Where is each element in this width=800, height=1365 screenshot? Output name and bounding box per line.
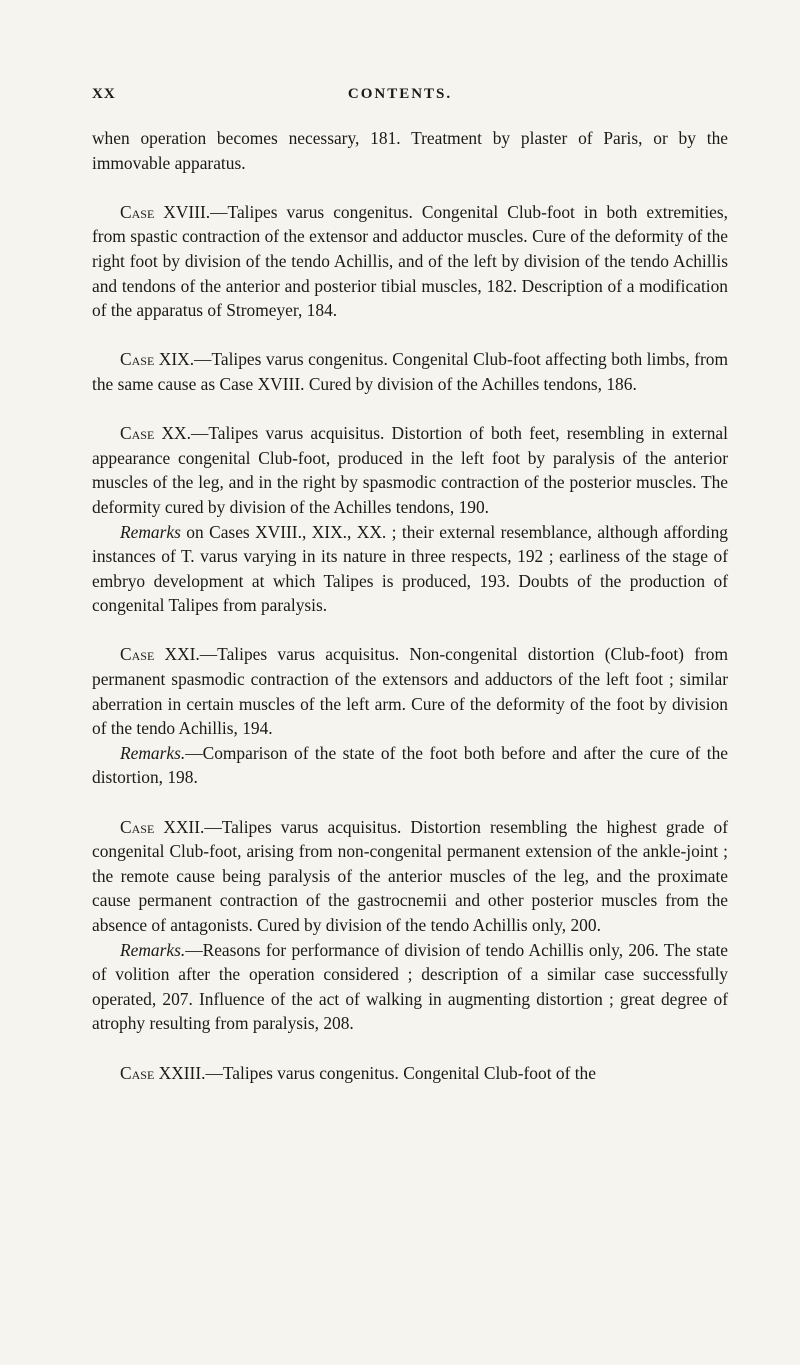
running-header [92,86,708,108]
page-number: XX [92,86,116,102]
case-label: Case [120,201,155,222]
case-label: Case [120,644,155,665]
contents-paragraph [92,642,728,740]
contents-paragraph [92,347,728,396]
contents-paragraph [92,938,728,1036]
paragraph-text: XIX.—Talipes varus congenitus. Congenital Club-foot affecting both limbs, from the same cause as Case XVIII. Cured by division of the Achilles tendons, 186. [92,349,728,394]
paragraph-text: XXI.—Talipes varus acquisitus. Non-congenital distortion (Club-foot) from permanent spasmodic contraction of the extensors and adductors of the left foot ; similar aberration in certain muscles of the left arm. Cure of the deformity of the foot by division of the tendo Achillis, 194. [92,644,728,739]
contents-paragraph [92,520,728,618]
remarks-label: Remarks. [120,742,186,763]
remarks-label: Remarks [120,521,181,542]
paragraph-text: XX.—Talipes varus acquisitus. Distortion of both feet, resembling in external appearance congenital Club-foot, produced in the left foot by paralysis of the anterior muscles of the leg, and in the right by spasmodic contraction of the posterior muscles. The deformity cured by division of the Achilles tendons, 190. [92,423,728,517]
case-label: Case [120,1062,155,1083]
contents-paragraph [92,200,728,323]
case-label: Case [120,423,155,444]
remarks-label: Remarks. [120,939,186,960]
paragraph-text: on Cases XVIII., XIX., XX. ; their external resemblance, although affording instances of T. varus varying in its nature in three respects, 192 ; earliness of the stage of embryo development at which Talipes is produced, 193. Doubts of the production of congenital Talipes from paralysis. [92,521,728,616]
paragraph-text: XVIII.—Talipes varus congenitus. Congenital Club-foot in both extremities, from spastic contraction of the extensor and adductor muscles. Cure of the deformity of the right foot by division of the tendo Achillis, and of the left by division of the tendo Achillis and tendons of the anterior and posterior tibial muscles, 182. Description of a modification of the apparatus of Stromeyer, 184. [92,201,728,321]
contents-paragraph [92,421,728,519]
paragraph-text: XXII.—Talipes varus acquisitus. Distortion resembling the highest grade of congenital Club-foot, arising from non-congenital permanent extension of the ankle-joint ; the remote cause being paralysis of the anterior muscles of the leg, and the proximate cause permanent contraction of the gastrocnemii and other posterior muscles from the absence of antagonists. Cured by division of the tendo Achillis only, 200. [92,816,728,935]
case-label: Case [120,349,155,370]
paragraph-text: —Reasons for performance of division of tendo Achillis only, 206. The state of volition after the operation considered ; description of a similar case successfully operated, 207. Influence of the act of walking in augmenting distortion ; great degree of atrophy resulting from paralysis, 208. [92,939,728,1034]
case-label: Case [120,816,155,837]
paragraph-text: —Comparison of the state of the foot both before and after the cure of the distortion, 198. [92,742,728,788]
paragraph-text: XXIII.—Talipes varus congenitus. Congenital Club-foot of the [154,1062,596,1083]
contents-body [92,126,728,1085]
paragraph-text: when operation becomes necessary, 181. Treatment by plaster of Paris, or by the immovable apparatus. [92,128,728,173]
contents-paragraph [92,741,728,790]
running-title: CONTENTS. [347,86,453,102]
contents-paragraph [92,1061,728,1086]
contents-paragraph [92,815,728,938]
contents-paragraph [92,126,728,175]
